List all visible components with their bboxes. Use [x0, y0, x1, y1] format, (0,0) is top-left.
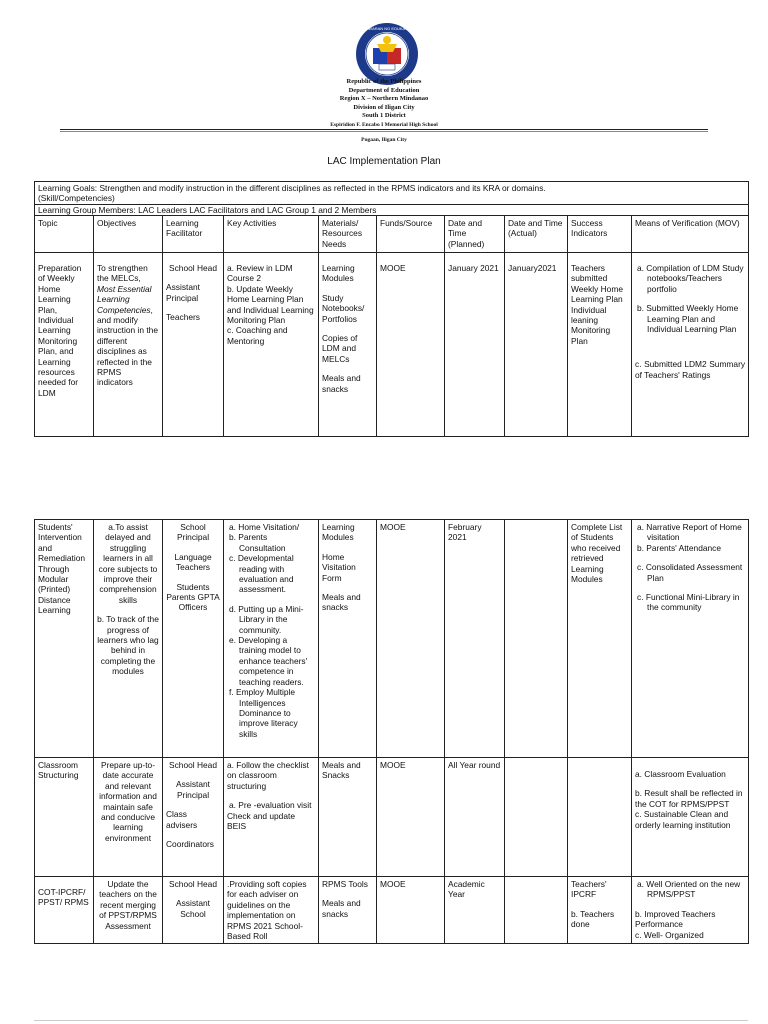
- header-school: Espiridion F. Encabo I Memorial High School: [330, 121, 438, 128]
- header-city: Pugaan, Iligan City: [361, 137, 407, 143]
- mov-item: b. Result shall be reflected in the COT for RPMS/PPST: [635, 788, 743, 809]
- material-item: Home Visitation Form: [322, 551, 356, 583]
- funds-cell: MOOE: [377, 758, 445, 877]
- activity-item: b. Update Weekly Home Learning Plan and Individual Learning Monitoring Plan: [227, 283, 314, 326]
- objective-item: b. To track of the progress of learners who lag behind in completing the modules: [97, 614, 159, 677]
- objective-text-2: , and modify instruction in the different disciplines as reflected in the RPMS indicators: [97, 304, 158, 388]
- date-actual-cell: January2021: [505, 253, 568, 437]
- success-item: Teachers' IPCRF: [571, 879, 607, 900]
- success-cell: [568, 758, 632, 877]
- activity-item: a. Pre -evaluation visit: [229, 800, 312, 811]
- col-header-materials: Materials/ Resources Needs: [319, 216, 377, 253]
- funds-cell: MOOE: [377, 253, 445, 437]
- material-item: Meals and snacks: [322, 898, 361, 919]
- funds-cell: MOOE: [377, 520, 445, 758]
- facilitator-item: Coordinators: [166, 839, 214, 850]
- facilitator-cell: [163, 877, 224, 944]
- materials-cell: [319, 520, 377, 758]
- objectives-cell: Prepare up-to-date accurate and relevant information and maintain safe and conducive learning environment: [94, 758, 163, 877]
- success-item: b. Teachers done: [571, 908, 615, 930]
- activity-item: c. Coaching and Mentoring: [227, 325, 288, 346]
- date-planned-cell: February 2021: [445, 520, 505, 758]
- page-title: LAC Implementation Plan: [327, 156, 441, 167]
- objective-item: a.To assist delayed and struggling learners in all core subjects to improve their comprehension skills: [98, 522, 158, 605]
- date-actual-cell: [505, 877, 568, 944]
- header-divider: [60, 129, 708, 130]
- date-planned-cell: January 2021: [445, 253, 505, 437]
- lac-plan-table-1: [34, 181, 749, 437]
- mov-item: b. Parents' Attendance: [637, 542, 722, 553]
- date-planned-cell: All Year round: [445, 758, 505, 877]
- mov-item: a. Narrative Report of Home visitation: [637, 522, 742, 543]
- table-row: [35, 253, 749, 437]
- facilitator-item: School Head: [169, 760, 217, 770]
- mov-item: b. Submitted Weekly Home Learning Plan and Individual Learning Plan: [637, 303, 739, 335]
- col-header-facilitator: Learning Facilitator: [163, 216, 224, 253]
- header-republic: Republic of the Philippines: [346, 78, 422, 85]
- facilitator-item: Assistant Principal: [166, 282, 200, 303]
- facilitator-item: Language Teachers: [174, 551, 212, 573]
- material-item: Learning Modules: [322, 522, 355, 543]
- mov-item: a. Well Oriented on the new RPMS/PPST: [637, 879, 741, 900]
- funds-cell: MOOE: [377, 877, 445, 944]
- learning-goals-skill: (Skill/Competencies): [38, 193, 115, 203]
- material-item: Learning Modules: [322, 263, 355, 284]
- facilitator-cell: [163, 520, 224, 758]
- activity-item: b. Parents Consultation: [229, 532, 286, 553]
- topic-cell: Preparation of Weekly Home Learning Plan, Individual Learning Monitoring Plan, and Learning resources needed for LDM: [35, 253, 94, 437]
- learning-goals: Learning Goals: Strengthen and modify instruction in the different disciplines as reflected in the RPMS indicators and its KRA or domains.: [38, 183, 546, 193]
- svg-text:KAGAWARAN NG EDUKASYON: KAGAWARAN NG EDUKASYON: [357, 26, 417, 31]
- col-header-date-planned: Date and Time (Planned): [445, 216, 505, 253]
- facilitator-item: School Head: [169, 879, 217, 889]
- header-department: Department of Education: [348, 86, 420, 94]
- activities-cell: [224, 520, 319, 758]
- topic-cell: Students' Intervention and Remediation Through Modular (Printed) Distance Learning: [35, 520, 94, 758]
- mov-cell: [632, 253, 749, 437]
- col-header-mov: Means of Verification (MOV): [632, 216, 749, 253]
- lac-plan-table-2: [34, 519, 749, 944]
- material-item: Meals and snacks: [322, 373, 361, 394]
- date-actual-cell: [505, 520, 568, 758]
- table-header-row: [35, 216, 749, 253]
- facilitator-cell: [163, 253, 224, 437]
- facilitator-item: Students Parents GPTA Officers: [166, 581, 220, 613]
- objectives-cell: [94, 253, 163, 437]
- mov-item: c. Well- Organized: [635, 929, 704, 940]
- header-divider-thin: [60, 131, 708, 132]
- mov-cell: [632, 520, 749, 758]
- facilitator-item: Assistant Principal: [176, 779, 210, 800]
- activity-item: a. Review in LDM Course 2: [227, 263, 293, 284]
- table-row: [35, 758, 749, 877]
- material-item: RPMS Tools: [322, 879, 368, 889]
- topic-cell: Classroom Structuring: [35, 758, 94, 877]
- facilitator-cell: [163, 758, 224, 877]
- activity-item: a. Home Visitation/: [229, 522, 300, 532]
- page-bottom-edge: [34, 1020, 748, 1021]
- activity-item: a. Follow the checklist on classroom structuring: [227, 760, 309, 791]
- objective-text: To strengthen the MELCs,: [97, 263, 148, 284]
- success-cell: Complete List of Students who received retrieved Learning Modules: [568, 520, 632, 758]
- facilitator-item: Class advisers: [166, 809, 198, 830]
- mov-item: c. Functional Mini-Library in the community: [637, 592, 740, 613]
- col-header-success: Success Indicators: [568, 216, 632, 253]
- mov-cell: [632, 758, 749, 877]
- mov-item: c. Submitted LDM2 Summary of Teachers' Ratings: [635, 359, 746, 380]
- header-district: South 1 District: [362, 112, 406, 119]
- activity-item: c. Developmental reading with evaluation and assessment.: [229, 553, 294, 595]
- col-header-funds: Funds/Source: [377, 216, 445, 253]
- mov-cell: [632, 877, 749, 944]
- group-members: Learning Group Members: LAC Leaders LAC Facilitators and LAC Group 1 and 2 Members: [35, 205, 749, 216]
- facilitator-item: Assistant School: [176, 898, 210, 919]
- facilitator-item: School Principal: [176, 522, 210, 543]
- activity-item: f. Employ Multiple Intelligences Dominance to improve literacy skills: [229, 687, 298, 739]
- objective-italic: Most Essential Learning Competencies: [97, 283, 152, 315]
- learning-goals-row: [35, 182, 749, 205]
- activities-cell: .Providing soft copies for each adviser on guidelines on the implementation on RPMS 2021 School-Based Roll: [224, 877, 319, 944]
- col-header-topic: Topic: [35, 216, 94, 253]
- facilitator-item: School Head: [169, 263, 217, 273]
- mov-item: c. Sustainable Clean and orderly learning institution: [635, 809, 731, 830]
- materials-cell: Meals and Snacks: [319, 758, 377, 877]
- header-division: Division of Iligan City: [353, 103, 415, 111]
- group-members-row: [35, 205, 749, 216]
- material-item: Study Notebooks/ Portfolios: [322, 292, 365, 324]
- materials-cell: [319, 877, 377, 944]
- mov-item: c. Consolidated Assessment Plan: [637, 562, 743, 583]
- date-planned-cell: Academic Year: [445, 877, 505, 944]
- objectives-cell: [94, 520, 163, 758]
- materials-cell: [319, 253, 377, 437]
- header-region: Region X – Northern Mindanao: [339, 95, 429, 102]
- table-row: [35, 520, 749, 758]
- material-item: Meals and snacks: [322, 592, 361, 613]
- material-item: Copies of LDM and MELCs: [322, 333, 358, 364]
- col-header-objectives: Objectives: [94, 216, 163, 253]
- topic-cell: COT-IPCRF/ PPST/ RPMS: [35, 877, 94, 944]
- activity-item: d. Putting up a Mini-Library in the community.: [229, 603, 304, 635]
- facilitator-item: Teachers: [166, 312, 200, 323]
- col-header-activities: Key Activities: [224, 216, 319, 253]
- deped-seal-logo: [355, 22, 419, 86]
- mov-item: b. Improved Teachers Performance: [635, 908, 716, 930]
- objectives-cell: Update the teachers on the recent merging of PPST/RPMS Assessment: [94, 877, 163, 944]
- activity-item: e. Developing a training model to enhance teachers' competence in teaching readers.: [229, 635, 308, 687]
- activities-cell: [224, 253, 319, 437]
- col-header-date-actual: Date and Time (Actual): [505, 216, 568, 253]
- success-cell: [568, 877, 632, 944]
- table-row: [35, 877, 749, 944]
- activity-item: Check and update BEIS: [227, 810, 295, 832]
- activities-cell: [224, 758, 319, 877]
- success-cell: Teachers submitted Weekly Home Learning Plan Individual leaning Monitoring Plan: [568, 253, 632, 437]
- mov-item: a. Compilation of LDM Study notebooks/Teachers portfolio: [637, 263, 744, 294]
- date-actual-cell: [505, 758, 568, 877]
- mov-item: a. Classroom Evaluation: [635, 769, 726, 779]
